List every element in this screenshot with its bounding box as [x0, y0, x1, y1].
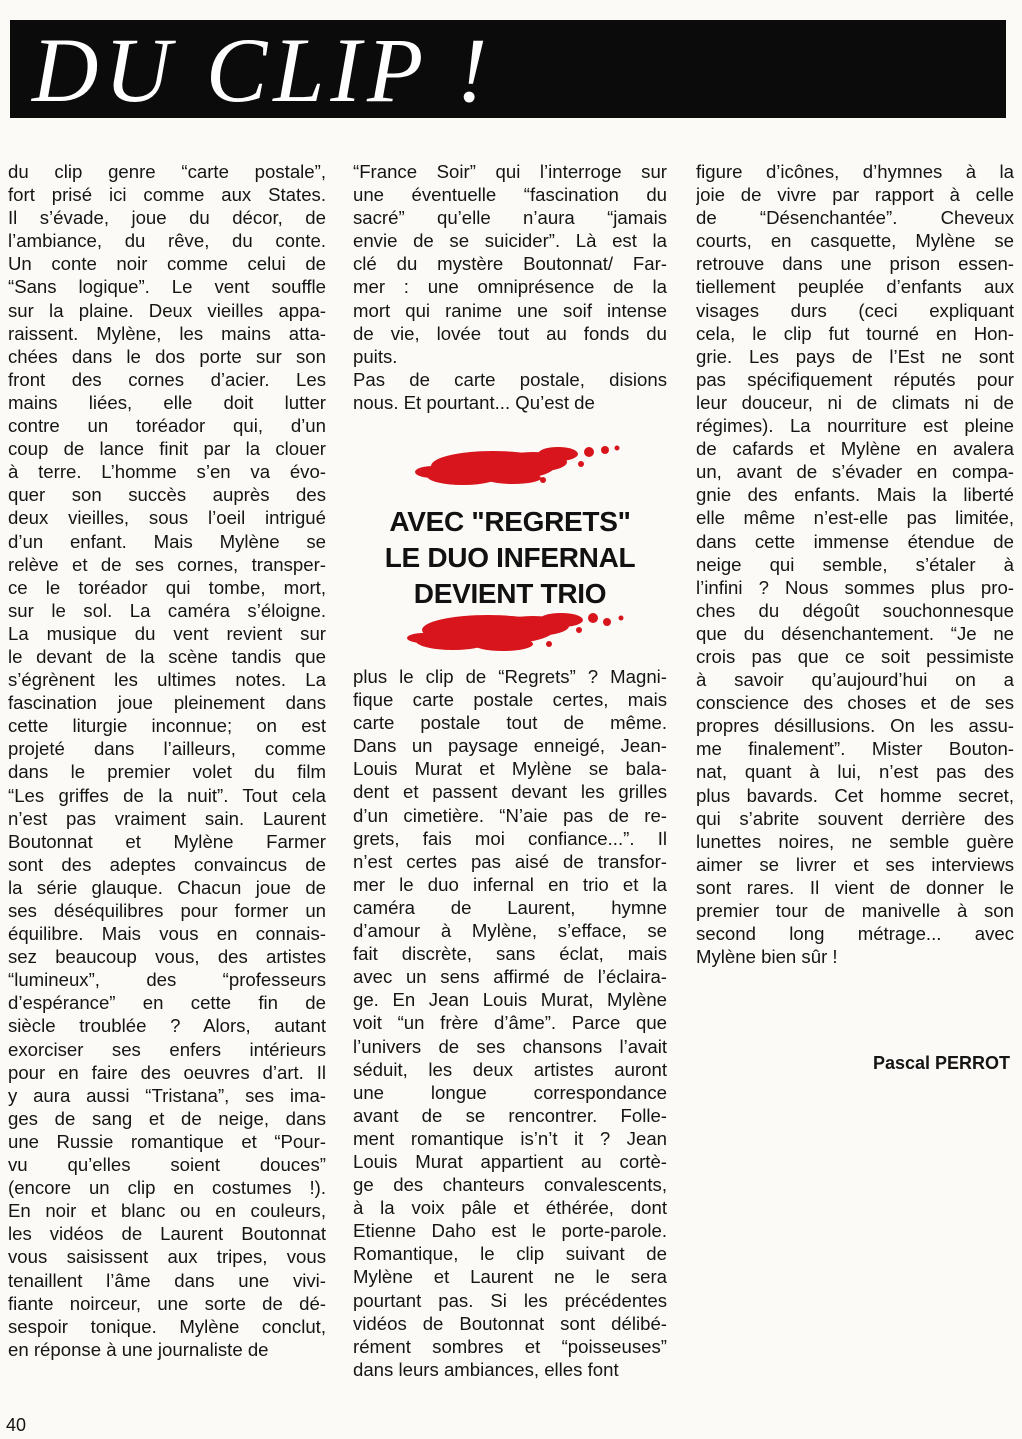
article-line: tiellement peuplée d’enfants aux — [696, 276, 1014, 298]
article-line: cela, le clip fut tourné en Hon- — [696, 322, 1014, 344]
article-line: mains liées, elle doit lutter — [8, 391, 326, 413]
article-line: ge des chanteurs convalescents, — [353, 1174, 667, 1196]
article-line: cette liturgie inconnue; on est — [8, 715, 326, 737]
article-column-2-top — [353, 160, 667, 414]
article-line: y aura aussi “Tristana”, ses ima- — [8, 1084, 326, 1106]
article-line: gnie des enfants. Mais la liberté — [696, 484, 1014, 506]
article-line: sur la plaine. Deux vieilles appa- — [8, 299, 326, 321]
article-line: de cafards et Mylène en avalera — [696, 438, 1014, 460]
article-line: fique carte postale certes, mais — [353, 689, 667, 711]
article-line: ches du dégoût souchonnesque — [696, 599, 1014, 621]
article-line: sont rares. Il vient de donner le — [696, 876, 1014, 898]
article-line: visages durs (ceci expliquant — [696, 299, 1014, 321]
article-line: Dans un paysage enneigé, Jean- — [353, 735, 667, 757]
article-line: retrouve dans une prison essen- — [696, 253, 1014, 275]
article-line: projeté dans l’ailleurs, comme — [8, 738, 326, 760]
article-line: que du désenchantement. “Je ne — [696, 622, 1014, 644]
article-line: fait discrète, sans éclat, mais — [353, 943, 667, 965]
article-line: grie. Les pays de l’Est ne sont — [696, 345, 1014, 367]
article-line: “France Soir” qui l’interroge sur — [353, 161, 667, 182]
article-line: une éventuelle “fascination du — [353, 184, 667, 206]
article-line: chées dans le dos porte sur son — [8, 345, 326, 367]
article-line: carte postale tout de même. — [353, 712, 667, 734]
article-line: sez beaucoup vous, des artistes — [8, 946, 326, 968]
article-line: ges de sang et de neige, dans — [8, 1107, 326, 1129]
article-line: exorciser ses enfers intérieurs — [8, 1038, 326, 1060]
article-line: vous saisissent aux tripes, vous — [8, 1246, 326, 1268]
article-line: une longue correspondance — [353, 1081, 667, 1103]
article-line: Boutonnat et Mylène Farmer — [8, 830, 326, 852]
article-line: fascination joue pleinement dans — [8, 692, 326, 714]
article-line: pour en faire des oeuvres d’art. Il — [8, 1061, 326, 1083]
article-line: contre un toréador qui, d’un — [8, 415, 326, 437]
pull-quote-title — [353, 504, 667, 612]
pull-quote-line: DEVIENT TRIO — [413, 578, 607, 609]
article-line: nous. Et pourtant... Qu’est de — [353, 391, 595, 413]
article-line: (encore un clip en costumes !). — [8, 1177, 326, 1199]
article-line: envie de se suicider”. Là est la — [353, 230, 667, 252]
pull-quote-line: LE DUO INFERNAL — [384, 542, 636, 573]
article-line: second long métrage... avec — [696, 923, 1014, 945]
article-line: pourtant pas. Si les précédentes — [353, 1289, 667, 1311]
article-line: Louis Murat et Mylène se bala- — [353, 758, 667, 780]
article-line: d’un cimetière. “N’aie pas de re- — [353, 804, 667, 826]
article-line: mer : une omniprésence de la — [353, 276, 667, 298]
article-line: La musique du vent revient sur — [8, 622, 326, 644]
article-line: plus bavards. Cet homme secret, — [696, 784, 1014, 806]
article-line: ge. En Jean Louis Murat, Mylène — [353, 989, 667, 1011]
article-line: l’ambiance, du rêve, du conte. — [8, 230, 326, 252]
article-line: l’univers de ses chansons l’avait — [353, 1035, 667, 1057]
article-line: dent et passent devant les grilles — [353, 781, 667, 803]
article-line: d’un enfant. Mais Mylène se — [8, 530, 326, 552]
article-line: premier tour de manivelle à son — [696, 900, 1014, 921]
article-column-1 — [8, 160, 326, 1361]
red-paint-splash-icon — [393, 432, 633, 492]
article-line: dans leurs ambiances, elles font — [353, 1358, 619, 1380]
pull-quote-line: AVEC "REGRETS" — [389, 506, 631, 537]
article-line: raissent. Mylène, les mains atta- — [8, 322, 326, 344]
header-banner — [10, 19, 1006, 121]
article-line: avec un sens affirmé de l’éclaira- — [353, 966, 667, 988]
article-line: à la voix pâle et éthérée, dont — [353, 1197, 667, 1219]
article-line: relève et de ses cornes, transper- — [8, 553, 326, 575]
article-line: à savoir qu’aujourd’hui on a — [696, 669, 1014, 691]
article-line: propres désillusions. On les assu- — [696, 715, 1014, 737]
article-line: les vidéos de Laurent Boutonnat — [8, 1223, 326, 1245]
article-column-3 — [696, 160, 1014, 968]
article-line: n’est certes pas aisé de transfor- — [353, 850, 667, 872]
article-line: “lumineux”, des “professeurs — [8, 969, 326, 991]
author-signature: Pascal PERROT — [872, 1053, 1010, 1073]
article-line: vu qu’elles soient douces” — [8, 1154, 326, 1176]
article-line: aimer se livrer et ses interviews — [696, 853, 1014, 875]
article-line: équilibre. Mais vous en connais- — [8, 923, 326, 945]
article-line: dans cette immense étendue de — [696, 530, 1014, 552]
article-line: quer son succès auprès des — [8, 484, 326, 506]
article-line: de “Désenchantée”. Cheveux — [696, 207, 1014, 229]
article-line: crois pas que ce soit pessimiste — [696, 645, 1014, 667]
article-line: caméra de Laurent, hymne — [353, 896, 667, 918]
article-line: dans le premier volet du film — [8, 761, 326, 783]
article-line: le devant de la scène tandis que — [8, 645, 326, 667]
article-line: plus le clip de “Regrets” ? Magni- — [353, 666, 667, 687]
article-line: n’est pas vraiment sain. Laurent — [8, 807, 326, 829]
article-line: Romantique, le clip suivant de — [353, 1243, 667, 1265]
article-line: pas spécifiquement réputés pour — [696, 368, 1014, 390]
article-column-2 — [353, 160, 667, 414]
article-line: “Les griffes de la nuit”. Tout cela — [8, 784, 326, 806]
article-line: ment romantique is’n’t it ? Jean — [353, 1127, 667, 1149]
article-line: ses déséquilibres pour former un — [8, 900, 326, 921]
article-line: en réponse à une journaliste de — [8, 1338, 269, 1360]
article-line: qui s’abrite souvent derrière des — [696, 807, 1014, 829]
article-line: grets, fais moi confiance...”. Il — [353, 827, 667, 849]
article-line: Mylène bien sûr ! — [696, 946, 838, 968]
article-line: l’infini ? Nous sommes plus pro- — [696, 576, 1014, 598]
article-line: leur douceur, ni de climats ni de — [696, 391, 1014, 413]
page-number: 40 — [6, 1415, 27, 1435]
article-line: conscience des choses et de ses — [696, 692, 1014, 714]
article-line: courts, en casquette, Mylène se — [696, 230, 1014, 252]
article-line: Pas de carte postale, disions — [353, 368, 667, 390]
article-line: mort qui ranime une soif intense — [353, 299, 667, 321]
page-title: DU CLIP ! — [32, 19, 494, 121]
article-line: Un conte noir comme celui de — [8, 253, 326, 275]
article-line: voit “un frère d’âme”. Parce que — [353, 1012, 667, 1034]
article-line: ce le toréador qui tombe, mort, — [8, 576, 326, 598]
article-line: nat, quant à lui, n’est pas des — [696, 761, 1014, 783]
article-line: du clip genre “carte postale”, — [8, 161, 326, 182]
article-line: “Sans logique”. Le vent souffle — [8, 276, 326, 298]
article-line: fiante noirceur, une sorte de dé- — [8, 1292, 326, 1314]
article-line: coup de lance finit par la clouer — [8, 438, 326, 460]
article-line: front des cornes d’acier. Les — [8, 368, 326, 390]
article-line: la série glauque. Chacun joue de — [8, 876, 326, 898]
article-line: une Russie romantique et “Pour- — [8, 1130, 326, 1152]
article-line: lunettes noires, ne semble guère — [696, 830, 1014, 852]
article-line: tenaillent l’âme dans une vivi- — [8, 1269, 326, 1291]
article-line: Mylène et Laurent ne le sera — [353, 1266, 667, 1288]
article-line: sacré” qu’elle n’aura “jamais — [353, 207, 667, 229]
article-line: puits. — [353, 345, 398, 367]
article-line: joie de vivre par rapport à celle — [696, 184, 1014, 206]
article-line: d’amour à Mylène, s’efface, se — [353, 920, 667, 942]
article-column-2-bottom — [353, 665, 667, 1381]
article-line: siècle troublée ? Alors, autant — [8, 1015, 326, 1037]
article-line: Louis Murat appartient au cortè- — [353, 1150, 667, 1172]
article-line: sur le sol. La caméra s’éloigne. — [8, 599, 326, 621]
article-line: de vie, lovée tout au fonds du — [353, 322, 667, 344]
article-line: elle même n’est-elle pas limitée, — [696, 507, 1014, 529]
article-line: sont des adeptes convaincus de — [8, 853, 326, 875]
article-line: rément sombres et “poisseuses” — [353, 1335, 667, 1357]
article-line: clé du mystère Boutonnat/ Far- — [353, 253, 667, 275]
article-line: d’espérance” en cette fin de — [8, 992, 326, 1014]
article-line: me finalement”. Mister Bouton- — [696, 738, 1014, 760]
article-line: fort prisé ici comme aux States. — [8, 184, 326, 206]
article-line: sespoir tonique. Mylène conclut, — [8, 1315, 326, 1337]
article-line: un, avant de s’évader en compa- — [696, 461, 1014, 483]
article-line: s’égrènent les ultimes notes. La — [8, 669, 326, 691]
article-line: vidéos de Boutonnat sont délibé- — [353, 1312, 667, 1334]
article-line: En noir et blanc ou en couleurs, — [8, 1200, 326, 1222]
article-line: régimes). La nourriture est pleine — [696, 415, 1014, 437]
article-line: mer le duo infernal en trio et la — [353, 873, 667, 895]
article-line: Il s’évade, joue du décor, de — [8, 207, 326, 229]
article-line: à terre. L’homme s’en va évo- — [8, 461, 326, 483]
article-line: neige qui semble, s’étaler à — [696, 553, 1014, 575]
pull-quote-insert — [353, 432, 673, 662]
red-paint-splash-icon — [393, 600, 633, 660]
article-line: avant de se rencontrer. Folle- — [353, 1104, 667, 1126]
article-line: séduit, les deux artistes auront — [353, 1058, 667, 1080]
article-line: deux vieilles, sous l’oeil intrigué — [8, 507, 326, 529]
article-line: figure d’icônes, d’hymnes à la — [696, 161, 1014, 182]
article-line: Etienne Daho est le porte-parole. — [353, 1220, 667, 1242]
